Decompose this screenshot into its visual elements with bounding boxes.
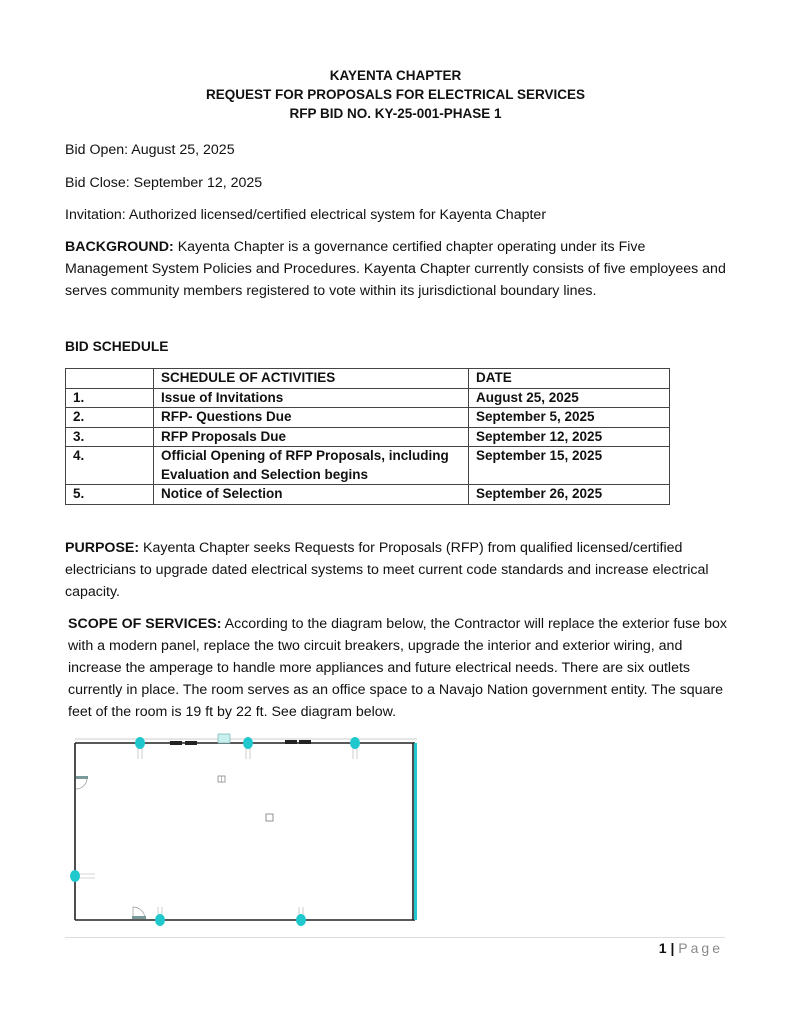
header-bid-number: RFP BID NO. KY-25-001-PHASE 1: [289, 106, 502, 121]
floor-box-icon: [266, 814, 273, 821]
bid-open-text: Bid Open: August 25, 2025: [65, 142, 235, 158]
background-text: Kayenta Chapter is a governance certified chapter operating under its Five Management System Policies and Procedures. Kayenta Chapter currently consists of five employees and serves community members registered to vote within its jurisdictional boundary lines.: [65, 239, 726, 299]
page-number: 1: [658, 940, 667, 956]
door-icon: [76, 776, 88, 779]
purpose-text: Kayenta Chapter seeks Requests for Proposals (RFP) from qualified licensed/certified electricians to upgrade dated electrical systems to meet current code standards and increase electrical capacity.: [65, 540, 709, 600]
top-wall-fixture: [285, 740, 297, 744]
row-number: 5.: [66, 485, 154, 505]
row-date: August 25, 2025: [469, 388, 670, 408]
bid-schedule-heading: BID SCHEDULE: [65, 339, 169, 354]
row-date: September 12, 2025: [469, 427, 670, 447]
table-header-date: DATE: [469, 369, 670, 389]
door-swing-icon: [76, 778, 87, 789]
top-wall-fixture: [299, 740, 311, 744]
right-wall-highlight: [414, 743, 417, 920]
table-row: [66, 388, 670, 408]
purpose-paragraph: [65, 537, 730, 603]
row-date: September 26, 2025: [469, 485, 670, 505]
bid-close-text: Bid Close: September 12, 2025: [65, 175, 263, 191]
table-row: [66, 485, 670, 505]
purpose-label: PURPOSE:: [65, 540, 140, 556]
header-chapter-name: KAYENTA CHAPTER: [329, 68, 462, 83]
row-activity: RFP Proposals Due: [154, 427, 469, 447]
table-row: [66, 408, 670, 428]
scope-label: SCOPE OF SERVICES:: [68, 616, 222, 632]
fuse-box-icon: [218, 734, 230, 743]
row-activity: Official Opening of RFP Proposals, including Evaluation and Selection begins: [154, 447, 469, 485]
outlet-wires: [75, 743, 357, 920]
outlet-icon: [155, 914, 165, 926]
row-activity: Notice of Selection: [154, 485, 469, 505]
header-rfp-title: REQUEST FOR PROPOSALS FOR ELECTRICAL SERVICES: [205, 87, 586, 102]
row-date: September 15, 2025: [469, 447, 670, 485]
top-wall-fixture: [185, 741, 197, 745]
room-floor-plan-diagram: [65, 731, 425, 931]
door-icon: [132, 916, 146, 919]
table-row: [66, 427, 670, 447]
outlet-icon: [296, 914, 306, 926]
outlets: [70, 737, 360, 926]
bid-schedule-table: [65, 368, 670, 505]
row-number: 3.: [66, 427, 154, 447]
table-header-activity: SCHEDULE OF ACTIVITIES: [154, 369, 469, 389]
outlet-icon: [350, 737, 360, 749]
row-date: September 5, 2025: [469, 408, 670, 428]
page-label: Page: [678, 940, 723, 956]
page-separator: |: [666, 940, 679, 956]
table-header-num: [66, 369, 154, 389]
outlet-icon: [135, 737, 145, 749]
table-row: [66, 447, 670, 485]
scope-paragraph: [68, 613, 730, 723]
background-paragraph: [65, 236, 730, 302]
row-activity: Issue of Invitations: [154, 388, 469, 408]
invitation-text: Invitation: Authorized licensed/certified electrical system for Kayenta Chapter: [65, 207, 547, 223]
scope-text: According to the diagram below, the Contractor will replace the exterior fuse box with a modern panel, replace the two circuit breakers, upgrade the interior and exterior wiring, and increase the amperage to handle more appliances and future electrical needs. There are six outlets currently in place. The room serves as an office space to a Navajo Nation government entity. The square feet of the room is 19 ft by 22 ft. See diagram below.: [68, 616, 727, 720]
page-footer: [659, 940, 723, 956]
top-wall-fixture: [170, 741, 182, 745]
room-walls: [75, 743, 415, 920]
row-number: 2.: [66, 408, 154, 428]
row-activity: RFP- Questions Due: [154, 408, 469, 428]
background-label: BACKGROUND:: [65, 239, 174, 255]
footer-divider: [65, 937, 725, 938]
outlet-icon: [243, 737, 253, 749]
document-header: [0, 66, 791, 123]
table-header-row: [66, 369, 670, 389]
row-number: 4.: [66, 447, 154, 485]
row-number: 1.: [66, 388, 154, 408]
outlet-icon: [70, 870, 80, 882]
